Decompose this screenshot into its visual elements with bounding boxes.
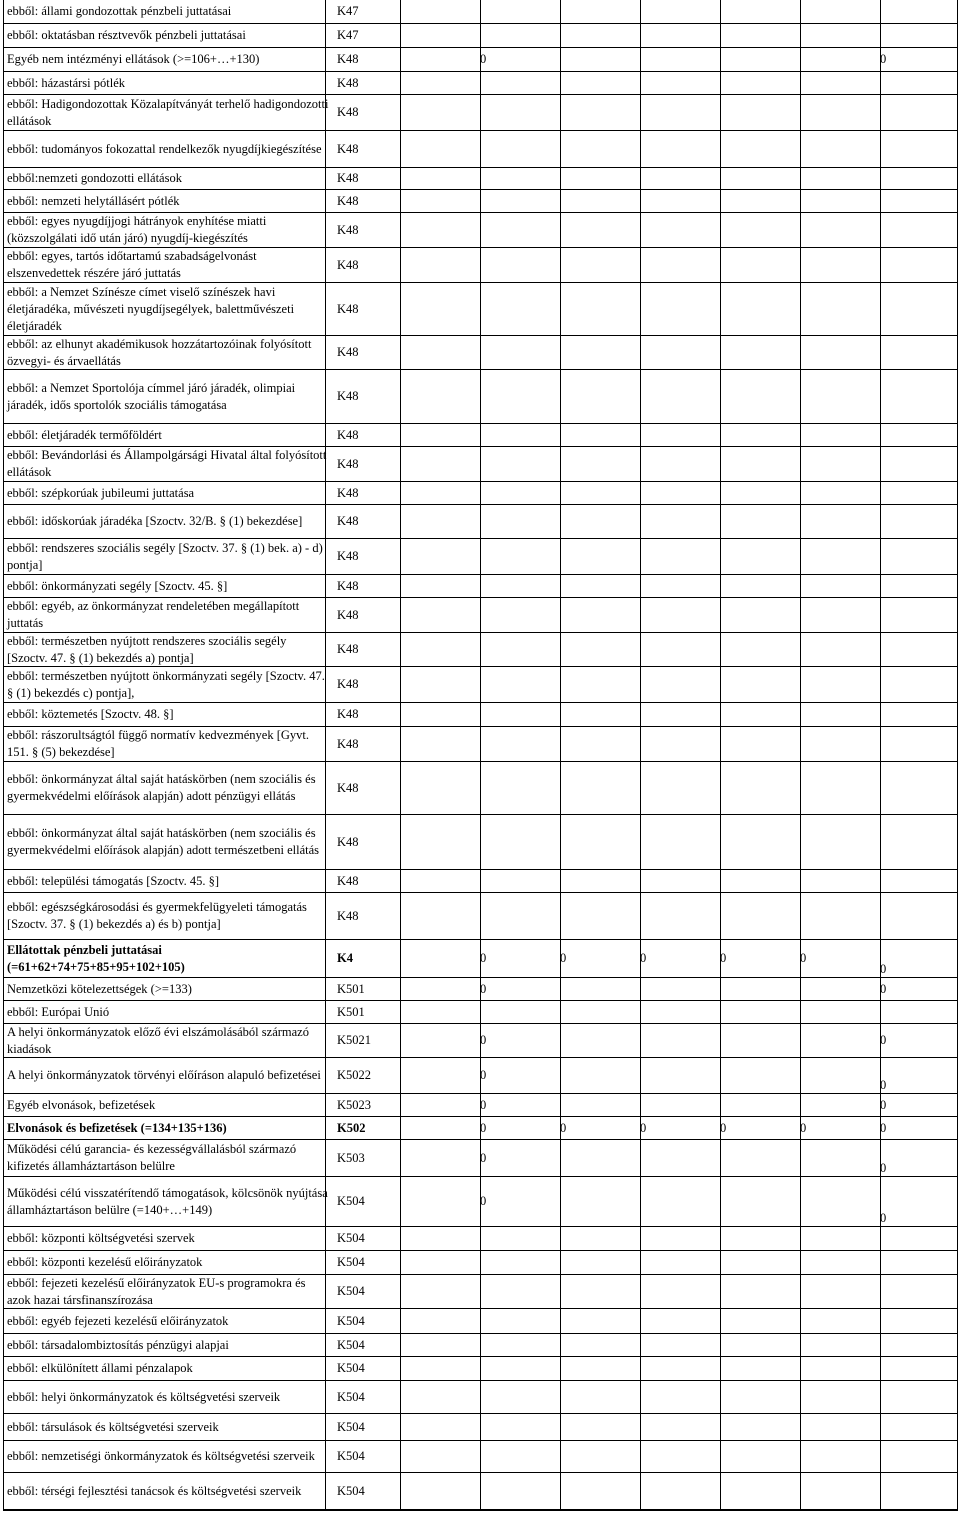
row-code: K48 [337,257,359,272]
value-cell: 0 [480,981,487,996]
row-description-text: ebből: önkormányzat által saját hatáskörben (nem szociális és gyermekvédelmi előírások alapján) adott természetbeni ellátás [7,826,320,857]
table-row [4,1024,957,1058]
table-row [4,575,957,598]
row-description-text: ebből: egyéb, az önkormányzat rendeletében megállapított juttatás [7,599,300,630]
row-description-text: ebből: Európai Unió [7,1004,110,1019]
row-description [7,762,329,814]
row-code: K48 [337,549,359,563]
table-row [4,190,957,213]
row-description [7,1381,329,1413]
row-code: K48 [337,834,359,849]
row-description-text: ebből: a Nemzet Színésze címet viselő színészek havi életjáradéka, művészeti nyugdíjsegélyek, balettművészeti életjáradék [7,284,295,333]
table-row [4,539,957,575]
table-row [4,1334,957,1357]
row-description [7,1001,329,1023]
row-description-text: ebből: társulások és költségvetési szerveik [7,1419,219,1434]
table-row [4,1227,957,1251]
table-row [4,1473,957,1510]
row-code: K504 [337,1337,365,1352]
value-cell: 0 [880,1078,887,1092]
row-description [7,505,329,538]
row-description [7,539,329,574]
row-description-text: ebből: helyi önkormányzatok és költségvetési szerveik [7,1389,281,1404]
row-code: K48 [337,222,359,237]
row-description-text: Működési célú visszatérítendő támogatások, kölcsönök nyújtása államháztartáson belülre (=140+…+149) [7,1185,328,1217]
row-code: K48 [337,642,359,656]
row-code: K504 [337,1449,365,1463]
value-cell: 0 [480,1194,487,1208]
row-code: K48 [337,456,359,471]
row-description [7,1414,329,1440]
row-description [7,24,329,47]
row-description-text: ebből: az elhunyt akadémikusok hozzátartozóinak folyósított özvegyi- és árvaellátás [7,336,312,368]
table-row [4,505,957,539]
row-description [7,1117,329,1139]
row-description-text: Elvonások és befizetések (=134+135+136) [7,1120,227,1135]
row-description [7,1441,329,1472]
value-cell: 0 [640,1120,647,1135]
value-cell: 0 [880,981,887,996]
row-description-text: ebből:nemzeti gondozotti ellátások [7,171,182,185]
table-row [4,482,957,505]
table-row [4,1001,957,1024]
row-description-text: ebből: rászorultságtól függő normatív kedvezmények [Gyvt. 151. § (5) bekezdése] [7,728,310,759]
table-row [4,1094,957,1117]
row-description-text: A helyi önkormányzatok előző évi elszámolásából származó kiadások [7,1024,309,1056]
row-code: K504 [337,1284,365,1298]
row-description-text: ebből: köztemetés [Szoctv. 48. §] [7,707,174,721]
row-description [7,667,329,702]
row-description-text: Egyéb nem intézményi ellátások (>=106+…+130) [7,52,260,66]
row-description-text: Nemzetközi kötelezettségek (>=133) [7,981,192,996]
value-cell: 0 [880,1211,887,1225]
row-description-text: ebből: központi költségvetési szervek [7,1231,195,1245]
table-row [4,447,957,482]
table-row [4,633,957,667]
table-row [4,727,957,762]
row-code: K48 [337,171,359,185]
row-description [7,424,329,446]
row-description-text: ebből: tudományos fokozattal rendelkezők nyugdíjkiegészítése [7,141,322,156]
row-description-text: ebből: elkülönített állami pénzalapok [7,1361,193,1375]
row-description [7,870,329,892]
row-code: K504 [337,1389,365,1404]
row-code: K48 [337,736,359,751]
row-description [7,633,329,666]
value-cell: 0 [720,951,727,965]
row-code: K48 [337,780,359,795]
value-cell: 0 [880,962,887,976]
row-code: K504 [337,1255,365,1269]
table-row [4,1275,957,1309]
row-description [7,1140,329,1176]
row-description [7,131,329,167]
table-row [4,762,957,815]
row-description [7,1177,329,1226]
value-cell: 0 [880,1097,887,1112]
table-row [4,95,957,131]
value-cell: 0 [480,951,487,965]
row-code: K48 [337,389,359,403]
row-description-text: ebből: egyes, tartós időtartamú szabadságelvonást elszenvedettek részére járó juttatás [7,249,257,280]
row-description-text: ebből: Hadigondozottak Közalapítványát terhelő hadigondozotti ellátások [7,96,329,128]
row-description [7,0,329,23]
value-cell: 0 [480,52,487,66]
row-description-text: ebből: házastársi pótlék [7,75,126,90]
row-code: K501 [337,1004,365,1019]
row-description-text: ebből: települési támogatás [Szoctv. 45. §] [7,873,219,888]
value-cell: 0 [480,1150,487,1165]
row-description-text: Egyéb elvonások, befizetések [7,1097,156,1112]
row-code: K48 [337,677,359,691]
row-code: K48 [337,873,359,888]
table-row [4,870,957,893]
row-description-text: Ellátottak pénzbeli juttatásai (=61+62+74+75+85+95+102+105) [7,942,185,974]
row-description-text: ebből: oktatásban résztvevők pénzbeli juttatásai [7,28,246,42]
table-row [4,1058,957,1094]
value-cell: 0 [880,1033,887,1047]
table-row [4,978,957,1001]
row-code: K48 [337,908,359,923]
row-description-text: ebből: térségi fejlesztési tanácsok és költségvetési szerveik [7,1483,302,1498]
row-code: K47 [337,28,359,42]
row-description-text: ebből: fejezeti kezelésű előirányzatok EU-s programokra és azok hazai társfinanszírozása [7,1275,306,1307]
row-code: K48 [337,707,359,721]
row-description [7,213,329,247]
row-code: K47 [337,4,359,18]
value-cell: 0 [560,951,567,965]
table-row [4,1177,957,1227]
row-code: K48 [337,345,359,359]
table-row [4,940,957,978]
row-description [7,1024,329,1057]
table-row [4,893,957,940]
value-cell: 0 [880,1161,887,1175]
row-description-text: ebből: állami gondozottak pénzbeli juttatásai [7,4,232,18]
row-description-text: ebből: természetben nyújtott rendszeres szociális segély [Szoctv. 47. § (1) bekezdés a) pontja] [7,633,287,665]
row-code: K504 [337,1419,365,1434]
row-description-text: Működési célú garancia- és kezességvállalásból származó kifizetés államháztartáson belülre [7,1142,297,1173]
row-description [7,1251,329,1274]
table-row [4,667,957,703]
value-cell: 0 [880,1120,887,1135]
table-row [4,1414,957,1441]
row-code: K48 [337,301,359,316]
row-description [7,940,329,977]
table-row [4,248,957,283]
row-description [7,1334,329,1356]
row-description-text: ebből: egyéb fejezeti kezelésű előirányzatok [7,1313,229,1328]
row-code: K504 [337,1231,365,1245]
row-description [7,1227,329,1250]
row-code: K504 [337,1313,365,1328]
table-row [4,0,957,24]
row-description-text: ebből: önkormányzat által saját hatáskörben (nem szociális és gyermekvédelmi előírások alapján) adott pénzügyi ellátás [7,772,316,803]
row-code: K504 [337,1194,365,1208]
row-code: K48 [337,427,359,442]
table-row [4,1140,957,1177]
row-description [7,1275,329,1308]
row-description-text: ebből: nemzetiségi önkormányzatok és költségvetési szerveik [7,1449,315,1463]
table-row [4,1251,957,1275]
value-cell: 0 [560,1120,567,1135]
row-description-text: ebből: szépkorúak jubileumi juttatása [7,485,195,500]
row-description-text: ebből: időskorúak járadéka [Szoctv. 32/B. § (1) bekezdése] [7,514,303,528]
table-row [4,24,957,48]
row-description [7,248,329,282]
row-code: K5021 [337,1033,372,1047]
row-code: K48 [337,75,359,90]
row-description-text: ebből: a Nemzet Sportolója címmel járó járadék, olimpiai járadék, idős sportolók szociális támogatása [7,380,296,412]
value-cell: 0 [480,1097,487,1112]
value-cell: 0 [480,1068,487,1082]
row-description-text: ebből: természetben nyújtott önkormányzati segély [Szoctv. 47. § (1) bekezdés c) pontja], [7,668,325,700]
row-description [7,283,329,335]
row-code: K4 [337,951,353,965]
table-row [4,213,957,248]
row-description [7,815,329,869]
table-row [4,815,957,870]
value-cell: 0 [640,951,647,965]
row-description [7,482,329,504]
table-row [4,1441,957,1473]
row-code: K48 [337,105,359,119]
row-description [7,1058,329,1093]
row-code: K502 [337,1120,366,1135]
row-description [7,703,329,726]
row-code: K48 [337,193,359,208]
table-row [4,336,957,370]
row-description-text: ebből: egyes nyugdíjjogi hátrányok enyhítése miatti (közszolgálati idő után járó) nyugdíj-kiegészítés [7,214,267,245]
row-description [7,575,329,597]
value-cell: 0 [880,52,887,66]
row-code: K5023 [337,1097,372,1112]
row-description-text: ebből: központi kezelésű előirányzatok [7,1255,203,1269]
row-code: K48 [337,514,359,528]
row-code: K48 [337,607,359,622]
row-description [7,95,329,130]
row-description [7,1309,329,1333]
row-code: K48 [337,52,359,66]
row-code: K48 [337,578,359,593]
row-description [7,1094,329,1116]
row-description-text: ebből: életjáradék termőföldért [7,427,162,442]
spreadsheet-table [3,0,958,1511]
table-row [4,168,957,190]
row-description [7,598,329,632]
row-description [7,893,329,939]
row-description-text: ebből: nemzeti helytállásért pótlék [7,193,180,208]
row-description-text: ebből: Bevándorlási és Állampolgársági Hivatal által folyósított ellátások [7,448,327,479]
row-description-text: ebből: társadalombiztosítás pénzügyi alapjai [7,1337,229,1352]
table-row [4,424,957,447]
row-description [7,727,329,761]
row-description [7,168,329,189]
value-cell: 0 [800,1120,807,1135]
row-description-text: ebből: rendszeres szociális segély [Szoctv. 37. § (1) bek. a) - d) pontja] [7,540,323,572]
value-cell: 0 [480,1033,487,1047]
row-description-text: ebből: önkormányzati segély [Szoctv. 45. §] [7,578,228,593]
row-code: K501 [337,981,365,996]
table-row [4,1357,957,1381]
row-code: K503 [337,1150,365,1165]
row-code: K48 [337,485,359,500]
table-row [4,370,957,424]
value-cell: 0 [800,951,807,965]
row-description [7,1473,329,1509]
table-row [4,48,957,72]
table-row [4,703,957,727]
row-code: K48 [337,141,359,156]
row-code: K5022 [337,1068,372,1082]
value-cell: 0 [720,1120,727,1135]
row-description-text: ebből: egészségkárosodási és gyermekfelügyeleti támogatás [Szoctv. 37. § (1) bekezdés a) és b) pontja] [7,900,307,931]
row-description [7,190,329,212]
row-code: K504 [337,1361,365,1375]
row-description [7,336,329,369]
table-row [4,1117,957,1140]
table-row [4,598,957,633]
value-cell: 0 [480,1120,487,1135]
row-description [7,370,329,423]
row-code: K504 [337,1483,365,1498]
table-row [4,131,957,168]
row-description [7,447,329,481]
row-description [7,48,329,71]
table-row [4,1309,957,1334]
table-row [4,72,957,95]
row-description [7,72,329,94]
row-description [7,978,329,1000]
row-description [7,1357,329,1380]
row-description-text: A helyi önkormányzatok törvényi előíráson alapuló befizetései [7,1068,321,1082]
table-row [4,1381,957,1414]
table-row [4,283,957,336]
